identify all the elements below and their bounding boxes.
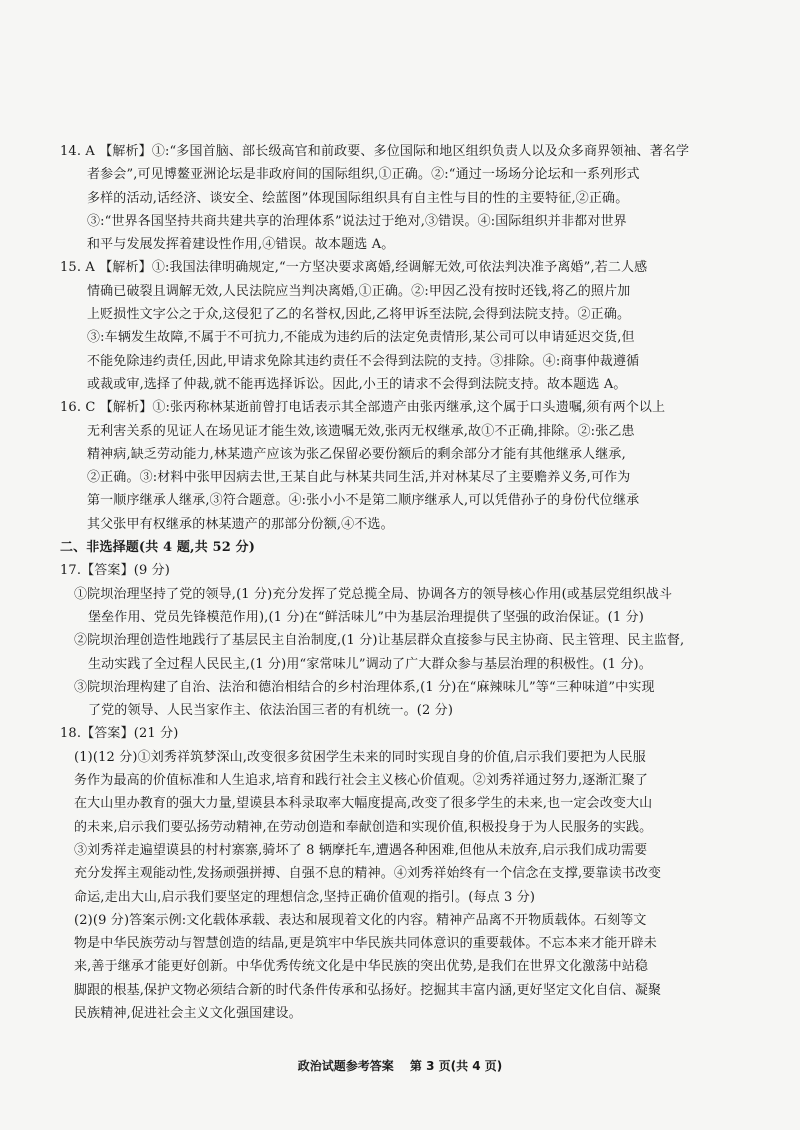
- q17-answer: [60, 559, 750, 722]
- text-line: 不能免除违约责任,因此,甲请求免除其违约责任不会得到法院的支持。③排除。④:商事仲裁遵循: [87, 353, 640, 369]
- text-line: ③刘秀祥走遍望谟县的村村寨寨,骑坏了 8 辆摩托车,遭遇各种困难,但他从未放弃,启示我们成功需要: [74, 842, 648, 858]
- text-line: 来,善于继承才能更好创新。中华优秀传统文化是中华民族的突出优势,是我们在世界文化激荡中站稳: [74, 959, 649, 975]
- text-line: 14. A 【解析】①:“多国首脑、部长级高官和前政要、多位国际和地区组织负责人以及众多商界领袖、著名学: [60, 144, 690, 159]
- text-line: ②正确。③:材料中张甲因病去世,王某自此与林某共同生活,并对林某尽了主要赡养义务,可作为: [87, 470, 631, 486]
- text-line: ③:车辆发生故障,不属于不可抗力,不能成为违约后的法定免责情形,某公司可以申请延迟交货,但: [87, 330, 635, 346]
- answer-content: [60, 140, 750, 1025]
- text-line: 15. A 【解析】①:我国法律明确规定,“一方坚决要求离婚,经调解无效,可依法判决准予离婚”,若二人感: [60, 260, 648, 276]
- footer-title: 政治试题参考答案: [297, 1059, 394, 1073]
- text-line: 在大山里办教育的强大力量,望谟县本科录取率大幅度提高,改变了很多学生的未来,也一定会改变大山: [74, 796, 653, 812]
- text-line: 精神病,缺乏劳动能力,林某遗产应该为张乙保留必要份额后的剩余部分才能有其他继承人继承,: [87, 446, 626, 462]
- text-line: 或裁或审,选择了仲裁,就不能再选择诉讼。因此,小王的请求不会得到法院支持。故本题选 A。: [87, 376, 627, 392]
- text-line: 第一顺序继承人继承,③符合题意。④:张小小不是第二顺序继承人,可以凭借孙子的身份代位继承: [87, 493, 640, 509]
- q16-explanation: [60, 396, 750, 536]
- question-header: 18.【答案】(21 分): [60, 726, 179, 742]
- text-line: 充分发挥主观能动性,发扬顽强拼搏、自强不息的精神。④刘秀祥始终有一个信念在支撑,要靠读书改变: [74, 866, 662, 882]
- footer-page-number: 第 3 页(共 4 页): [409, 1059, 503, 1073]
- text-line: ③院坝治理构建了自治、法治和德治相结合的乡村治理体系,(1 分)在“麻辣味儿”等“三种味道”中实现: [74, 679, 655, 695]
- text-line: 上贬损性文字公之于众,这侵犯了乙的名誉权,因此,乙将甲诉至法院,会得到法院支持。②正确。: [87, 307, 631, 323]
- text-line: 16. C 【解析】①:张丙称林某逝前曾打电话表示其全部遗产由张丙继承,这个属于口头遗嘱,须有两个以上: [60, 400, 666, 416]
- text-line: 的未来,启示我们要弘扬劳动精神,在劳动创造和奉献创造和实现价值,积极投身于为人民服务的实践。: [74, 819, 653, 835]
- text-line: 者参会”,可见博鳌亚洲论坛是非政府间的国际组织,①正确。②:“通过一场场分论坛和一系列形式: [87, 167, 640, 183]
- section-title: 二、非选择题(共 4 题,共 52 分): [60, 540, 256, 556]
- text-line: ②院坝治理创造性地践行了基层民主自治制度,(1 分)让基层群众直接参与民主协商、民主管理、民主监督,: [74, 633, 685, 649]
- text-line: ③:“世界各国坚持共商共建共享的治理体系”说法过于绝对,③错误。④:国际组织并非都对世界: [87, 213, 627, 229]
- text-line: 务作为最高的价值标准和人生追求,培育和践行社会主义核心价值观。②刘秀祥通过努力,逐渐汇聚了: [74, 773, 649, 789]
- text-line: 堡垒作用、党员先锋模范作用),(1 分)在“鲜活味儿”中为基层治理提供了坚强的政治保证。(1 分): [88, 609, 644, 625]
- q18-answer: [60, 722, 750, 1025]
- text-line: 脚跟的根基,保护文物必须结合新的时代条件传承和弘扬好。挖掘其丰富内涵,更好坚定文化自信、凝聚: [74, 982, 662, 998]
- text-line: 其父张甲有权继承的林某遗产的那部分份额,④不选。: [87, 516, 394, 532]
- page-footer: [0, 1057, 800, 1074]
- q14-explanation: [60, 140, 750, 256]
- text-line: 无利害关系的见证人在场见证才能生效,该遗嘱无效,张丙无权继承,故①不正确,排除。②:张乙患: [87, 423, 635, 439]
- text-line: (2)(9 分)答案示例:文化载体承载、表达和展现着文化的内容。精神产品离不开物质载体。石刻等文: [74, 912, 647, 928]
- text-line: 命运,走出大山,启示我们要坚定的理想信念,坚持正确价值观的指引。(每点 3 分): [74, 889, 536, 905]
- text-line: 情确已破裂且调解无效,人民法院应当判决离婚,①正确。②:甲因乙没有按时还钱,将乙的照片加: [87, 283, 631, 299]
- question-header: 17.【答案】(9 分): [60, 563, 171, 579]
- text-line: 了党的领导、人民当家作主、依法治国三者的有机统一。(2 分): [88, 703, 454, 719]
- text-line: 民族精神,促进社会主义文化强国建设。: [74, 1005, 302, 1021]
- text-line: (1)(12 分)①刘秀祥筑梦深山,改变很多贫困学生未来的同时实现自身的价值,启示我们要把为人民服: [74, 749, 646, 765]
- text-line: 和平与发展发挥着建设性作用,④错误。故本题选 A。: [87, 237, 395, 253]
- text-line: ①院坝治理坚持了党的领导,(1 分)充分发挥了党总揽全局、协调各方的领导核心作用(或基层党组织战斗: [74, 586, 673, 602]
- text-line: 物是中华民族劳动与智慧创造的结晶,更是筑牢中华民族共同体意识的重要载体。不忘本来才能开辟未: [74, 936, 657, 952]
- text-line: 多样的活动,话经济、谈安全、绘蓝图”体现国际组织具有自主性与目的性的主要特征,②正确。: [87, 190, 629, 206]
- text-line: 生动实践了全过程人民民主,(1 分)用“家常味儿”调动了广大群众参与基层治理的积极性。(1 分)。: [88, 656, 652, 672]
- q15-explanation: [60, 256, 750, 396]
